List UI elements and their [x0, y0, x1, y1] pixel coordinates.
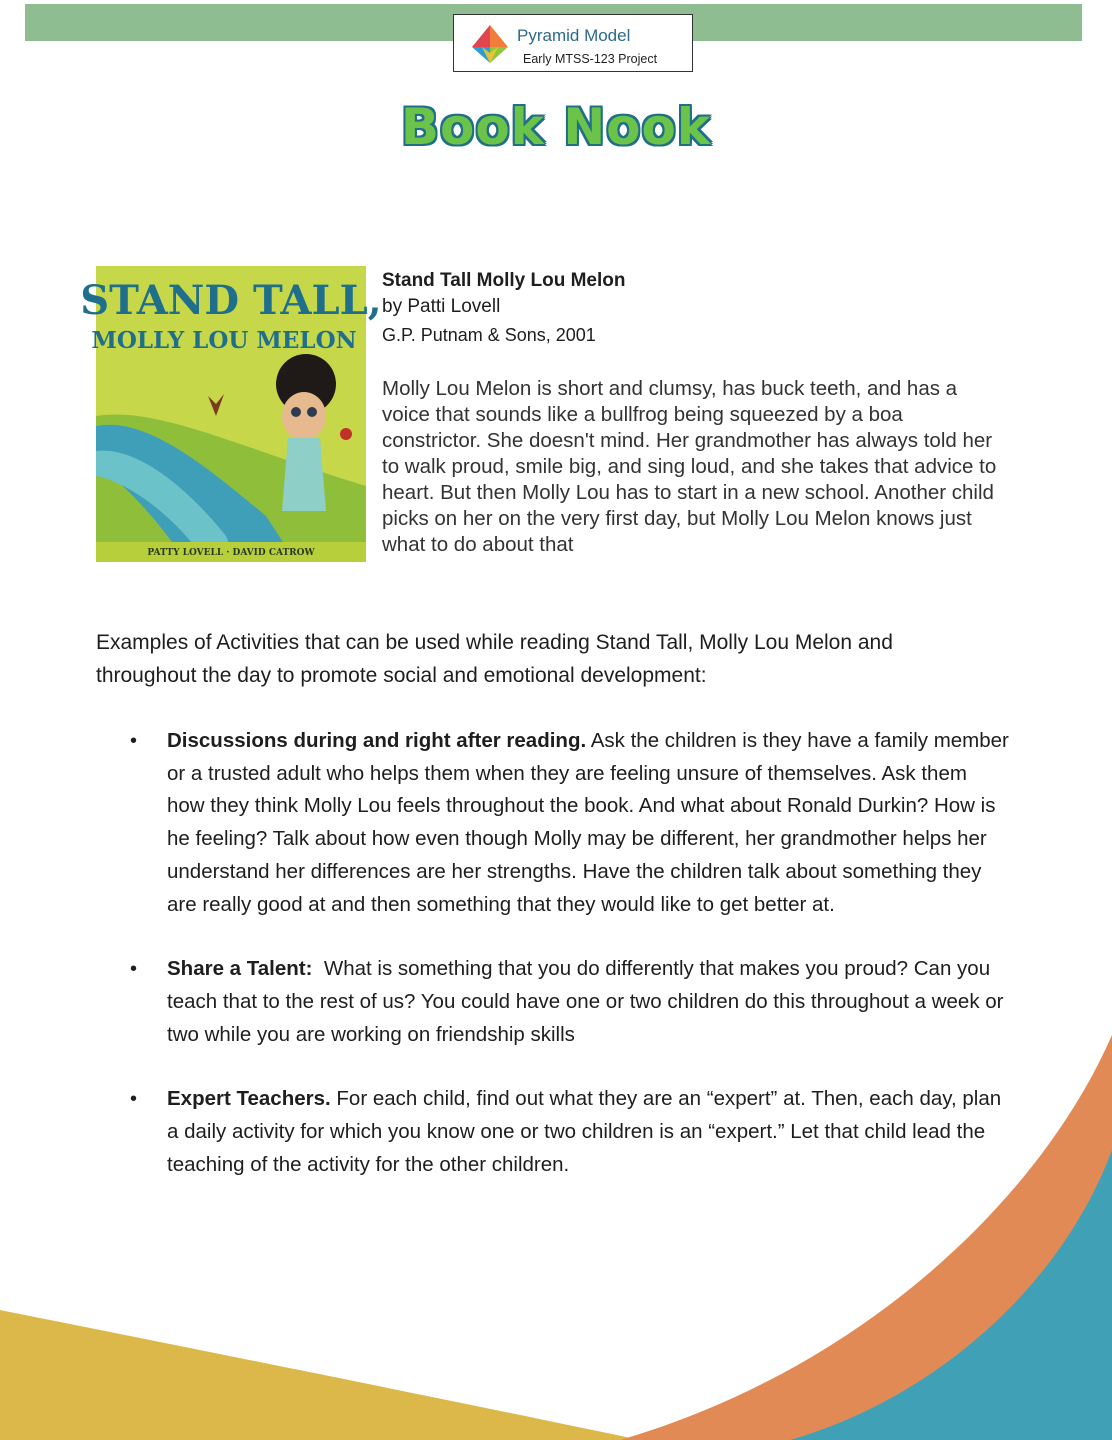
activities-list: [130, 725, 1010, 1213]
book-author: by Patti Lovell: [382, 296, 501, 317]
book-cover-image: [80, 266, 382, 562]
bullet: •: [130, 958, 138, 981]
logo-subtitle: Early MTSS-123 Project: [523, 52, 658, 66]
list-item: [130, 725, 1010, 921]
book-publisher: G.P. Putnam & Sons, 2001: [382, 325, 596, 345]
book-info: [382, 268, 1002, 558]
activity-text: What is something that you do differently that makes you proud? Can you teach that to the rest of us? You could have one or two children do this throughout a week or two while you are working on friendship skills: [167, 957, 1010, 1046]
bullet: •: [130, 730, 138, 752]
wave-yellow: [0, 1310, 640, 1440]
activity-name: Expert Teachers.: [167, 1087, 331, 1111]
list-item: [130, 1083, 1010, 1181]
book-title: Stand Tall Molly Lou Melon: [382, 270, 626, 291]
activity-text: For each child, find out what they are an “expert” at. Then, each day, plan a daily activity for which you know one or two children is an “expert.” Let that child lead the teaching of the activity for the other children.: [167, 1087, 1002, 1176]
activities-intro: Examples of Activities that can be used while reading Stand Tall, Molly Lou Melon and throughout the day to promote social and emotional development:: [96, 631, 893, 687]
page-title: Book Nook: [400, 98, 712, 156]
activity-text: Ask the children is they have a family member or a trusted adult who helps them when they are feeling unsure of themselves. Ask them how they think Molly Lou feels throughout the book. And what about Ronald Durkin? How is he feeling? Talk about how even though Molly may be different, her grandmother helps her understand her differences are her strengths. Have the children talk about something they are really good at and then something that they would like to get better at.: [167, 729, 1009, 916]
list-item: [130, 953, 1010, 1051]
pyramid-icon: [468, 23, 512, 67]
cover-title-line2: MOLLY LOU MELON: [91, 327, 357, 354]
activity-name: Discussions during and right after reading.: [167, 729, 587, 752]
pyramid-model-logo: [453, 14, 693, 72]
logo-title: Pyramid Model: [517, 26, 631, 45]
bullet: •: [130, 1088, 138, 1111]
cover-title-line1: STAND TALL,: [80, 277, 382, 324]
activity-name: Share a Talent:: [167, 957, 313, 981]
cover-credits: PATTY LOVELL · DAVID CATROW: [147, 548, 315, 558]
book-description: Molly Lou Melon is short and clumsy, has buck teeth, and has a voice that sounds like a bullfrog being squeezed by a boa constrictor. She doesn't mind. Her grandmother has always told her to walk proud, smile big, and sing loud, and she takes that advice to heart. But then Molly Lou has to start in a new school. Another child picks on her on the very first day, but Molly Lou Melon knows just what to do about that: [382, 377, 997, 556]
